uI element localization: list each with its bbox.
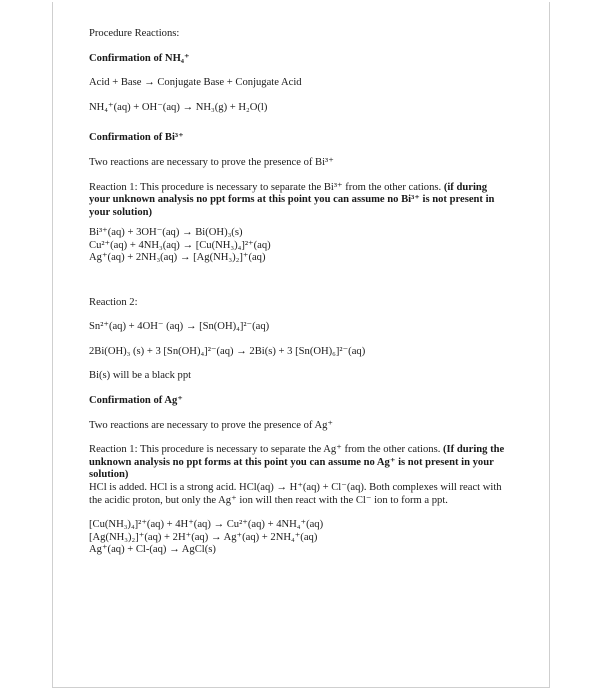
nh4-line-1: Acid + Base → Conjugate Base + Conjugate Acid: [89, 77, 302, 89]
ag-reaction-1-text: Reaction 1: This procedure is necessary to separate the Ag⁺ from the other cations.: [89, 444, 441, 456]
bi-equation-2: Cu²⁺(aq) + 4NH₃(aq) → [Cu(NH₃)₄]²⁺(aq): [89, 239, 271, 251]
bi-equation-3: Ag⁺(aq) + 2NH₃(aq) → [Ag(NH₃)₂]⁺(aq): [89, 252, 266, 264]
ag-reaction-1-note: (If during the unknown analysis no ppt forms at this point you can assume no Ag⁺ is not present in your solution): [89, 444, 505, 481]
bi-reaction-2-label: Reaction 2:: [89, 296, 138, 308]
ag-equation-2: [Ag(NH₃)₂]⁺(aq) + 2H⁺(aq) → Ag⁺(aq) + 2NH₄⁺(aq): [89, 531, 318, 543]
ag-equation-1: [Cu(NH₃)₄]²⁺(aq) + 4H⁺(aq) → Cu²⁺(aq) + 4NH₄⁺(aq): [89, 519, 324, 531]
doc-title: Procedure Reactions:: [89, 28, 180, 39]
bi-reaction-1-text: Reaction 1: This procedure is necessary to separate the Bi³⁺ from the other cations.: [89, 181, 442, 193]
bi-reaction-1-paragraph: [89, 182, 509, 220]
ag-hcl-paragraph: HCl is added. HCl is a strong acid. HCl(aq) → H⁺(aq) + Cl⁻(aq). Both complexes will react with the acidic proton, but only the Ag⁺ ion will then react with the Cl⁻ ion to form a ppt.: [89, 481, 502, 506]
bi-reaction-2-eq-1: Sn²⁺(aq) + 4OH⁻ (aq) → [Sn(OH)₄]²⁻(aq): [89, 321, 270, 333]
bi-reaction-1-note: (if during your unknown analysis no ppt forms at this point you can assume no Bi³⁺ is not present in your solution): [89, 181, 495, 218]
nh4-heading: Confirmation of NH₄⁺: [89, 52, 190, 64]
bi-reaction-2-eq-2: 2Bi(OH)₃ (s) + 3 [Sn(OH)₄]²⁻(aq) → 2Bi(s) + 3 [Sn(OH)₆]²⁻(aq): [89, 345, 366, 357]
bi-heading: Confirmation of Bi³⁺: [89, 132, 184, 144]
ag-equation-3: Ag⁺(aq) + Cl-(aq) → AgCl(s): [89, 543, 216, 555]
bi-equation-1: Bi³⁺(aq) + 3OH⁻(aq) → Bi(OH)₃(s): [89, 227, 243, 239]
bi-intro: Two reactions are necessary to prove the presence of Bi³⁺: [89, 156, 334, 168]
ag-intro: Two reactions are necessary to prove the presence of Ag⁺: [89, 419, 333, 431]
document-content: [89, 28, 509, 556]
ag-reaction-1-paragraph: [89, 444, 509, 482]
bi-note: Bi(s) will be a black ppt: [89, 370, 192, 382]
ag-heading: Confirmation of Ag⁺: [89, 394, 183, 406]
nh4-line-2: NH₄⁺(aq) + OH⁻(aq) → NH₃(g) + H₂O(l): [89, 101, 268, 113]
